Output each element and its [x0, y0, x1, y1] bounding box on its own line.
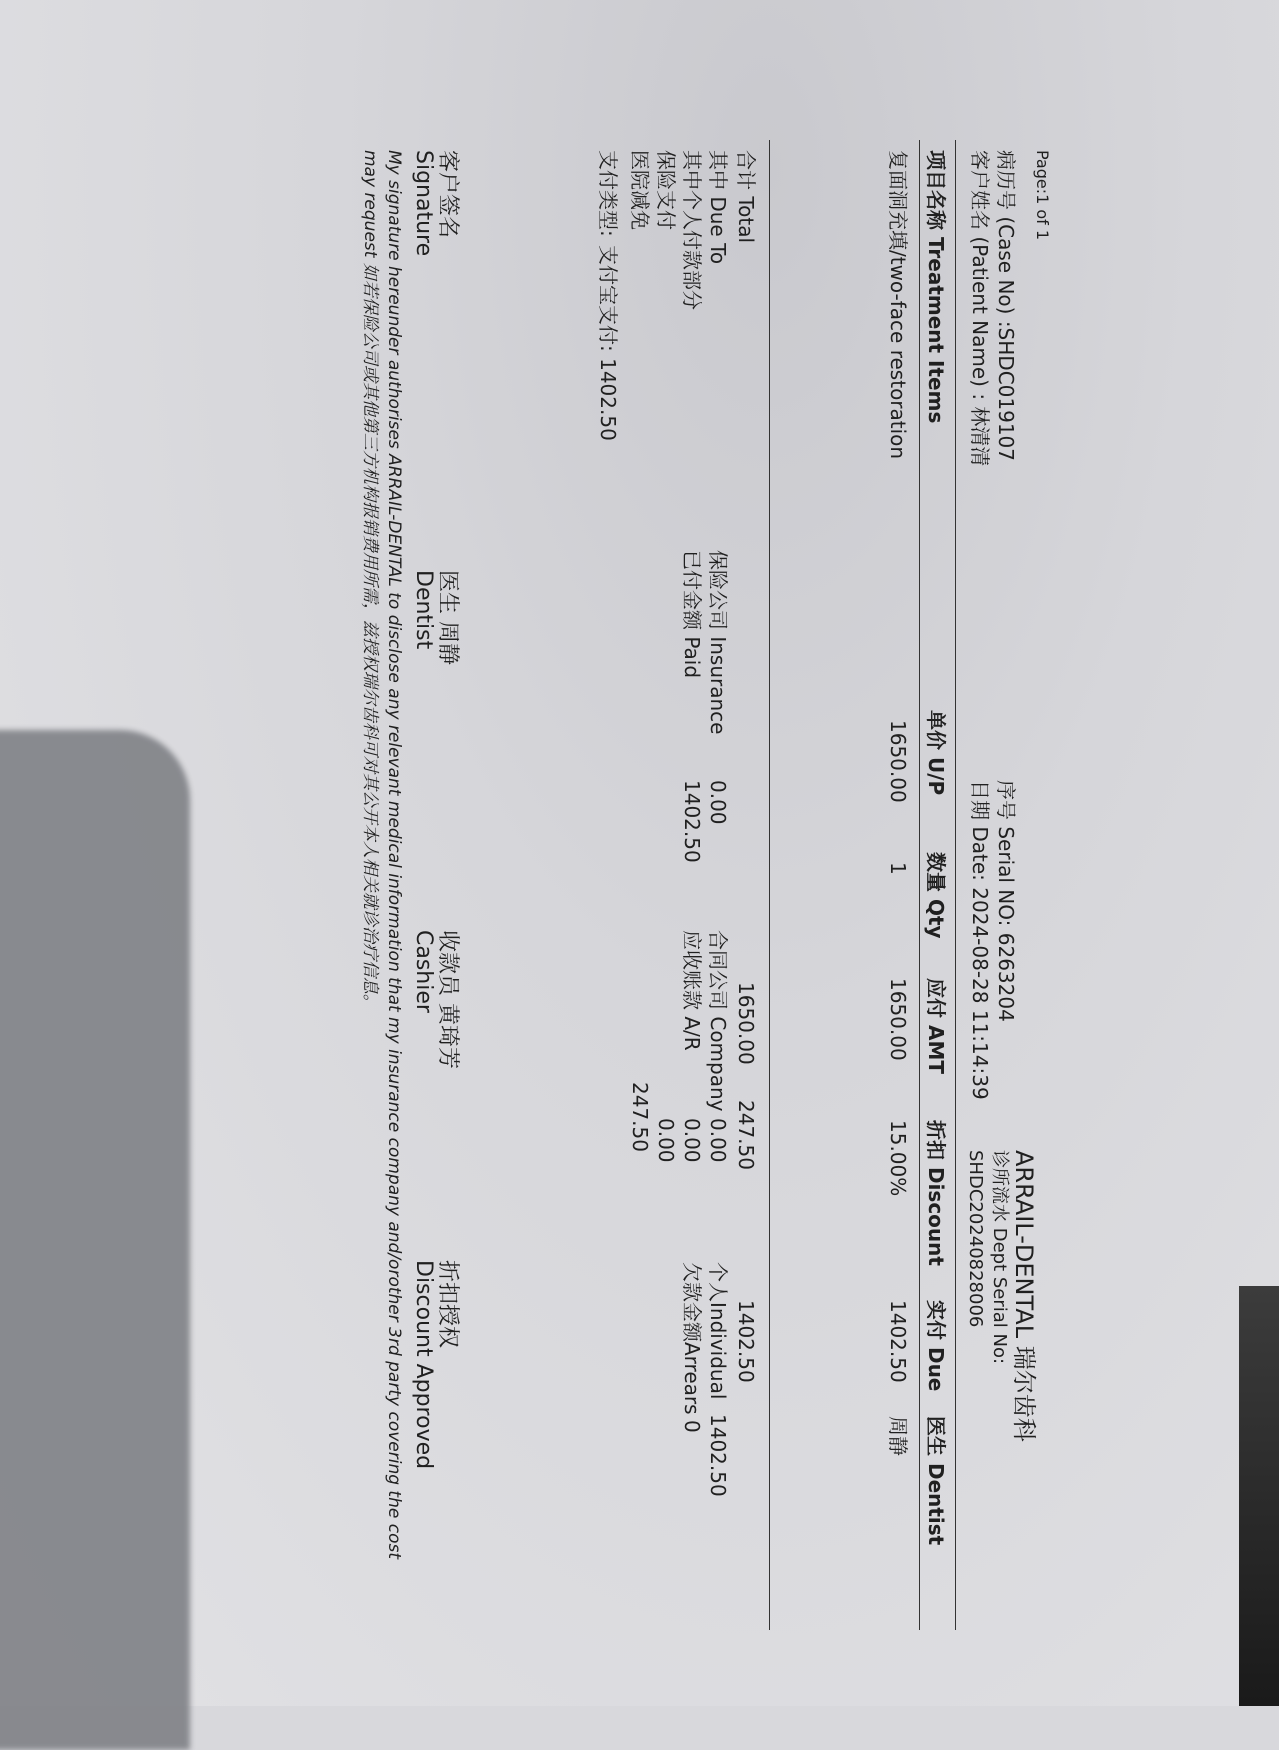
individual-value: 1402.50: [706, 1414, 730, 1497]
case-number: 病历号 (Case No) :SHDC019107: [994, 150, 1018, 462]
col-due: 实付 Due: [924, 1300, 948, 1392]
cashier-sign-cn: 收款员 黄琦芳: [435, 930, 460, 1069]
insurance-pay-label: 保险支付: [654, 150, 678, 230]
arrears-value: 0: [680, 1420, 704, 1433]
ar-value: 0.00: [680, 1118, 704, 1163]
disclaimer-line-1: My signature hereunder authorises ARRAIL-DENTAL to disclose any relevant medical information that my insurance company and/orother 3rd party covering the cost: [384, 150, 404, 1559]
row-amt: 1650.00: [886, 978, 910, 1061]
col-amt: 应付 AMT: [924, 978, 948, 1074]
personal-label: 其中个人付款部分: [680, 150, 704, 310]
total-due: 1402.50: [734, 1300, 758, 1383]
company-label: 合同公司 Company: [706, 930, 730, 1112]
dept-serial-label: 诊所流水 Dept Serial No:: [989, 1150, 1010, 1365]
row-treatment: 复面洞充填/two-face restoration: [886, 150, 910, 460]
total-rule: [769, 140, 770, 1630]
dept-serial-value: SHDC20240828006: [965, 1150, 986, 1328]
col-dentist: 医生 Dentist: [924, 1416, 948, 1546]
hand-shadow: [0, 730, 190, 1750]
due-to-label: 其中 Due To: [706, 150, 730, 265]
row-unit-price: 1650.00: [886, 720, 910, 803]
col-discount: 折扣 Discount: [924, 1120, 948, 1266]
dentist-sign-cn: 医生 周静: [435, 570, 460, 665]
invoice-date: 日期 Date: 2024-08-28 11:14:39: [968, 780, 992, 1100]
total-discount: 247.50: [734, 1100, 758, 1170]
row-dentist: 周静: [886, 1416, 910, 1456]
disclaimer-line-2: may request 如若保险公司或其他第三方机构报销费用所需，兹授权瑞尔齿科可对其公开本人相关就诊治疗信息。: [360, 150, 380, 1011]
hospital-waive-label: 医院减免: [628, 150, 652, 230]
header-rule-top: [955, 140, 956, 1630]
individual-label: 个人Individual: [706, 1262, 730, 1400]
discount-sign-cn: 折扣授权: [435, 1260, 460, 1349]
col-unit-price: 单价 U/P: [924, 710, 948, 796]
payment-type-label: 支付类型:: [596, 150, 620, 237]
payment-type-value: 支付宝支付: 1402.50: [596, 245, 620, 441]
dentist-sign-en: Dentist: [411, 570, 436, 650]
total-label: 合计 Total: [734, 150, 758, 244]
customer-sign-en: Signature: [411, 150, 436, 257]
row-due: 1402.50: [886, 1300, 910, 1383]
ar-label: 应收账款 A/R: [680, 930, 704, 1051]
clinic-name: ARRAIL-DENTAL 瑞尔齿科: [1010, 1150, 1038, 1442]
cashier-sign-en: Cashier: [411, 930, 436, 1013]
arrears-label: 欠款金额Arrears: [680, 1262, 704, 1415]
serial-number: 序号 Serial NO: 6263204: [994, 780, 1018, 1022]
paid-value: 1402.50: [680, 780, 704, 863]
discount-sign-en: Discount Approved: [411, 1260, 436, 1470]
page-number: Page:1 of 1: [1033, 150, 1052, 241]
total-amt: 1650.00: [734, 982, 758, 1065]
insurance-pay-value: 0.00: [654, 1118, 678, 1163]
insurance-label: 保险公司 Insurance: [706, 550, 730, 735]
row-qty: 1: [886, 862, 910, 875]
paid-label: 已付金额 Paid: [680, 550, 704, 679]
row-discount: 15.00%: [886, 1120, 910, 1197]
customer-sign-cn: 客户签名: [435, 150, 460, 239]
col-qty: 数量 Qty: [924, 852, 948, 939]
table-corner: [1239, 1286, 1279, 1706]
hospital-waive-value: 247.50: [628, 1082, 652, 1152]
insurance-value: 0.00: [706, 780, 730, 825]
company-value: 0.00: [706, 1118, 730, 1163]
header-rule-bottom: [919, 140, 920, 1630]
patient-name: 客户姓名 (Patient Name) : 林清清: [968, 150, 992, 467]
receipt-page: [340, 130, 1060, 1650]
col-treatment: 项目名称 Treatment Items: [924, 150, 948, 424]
